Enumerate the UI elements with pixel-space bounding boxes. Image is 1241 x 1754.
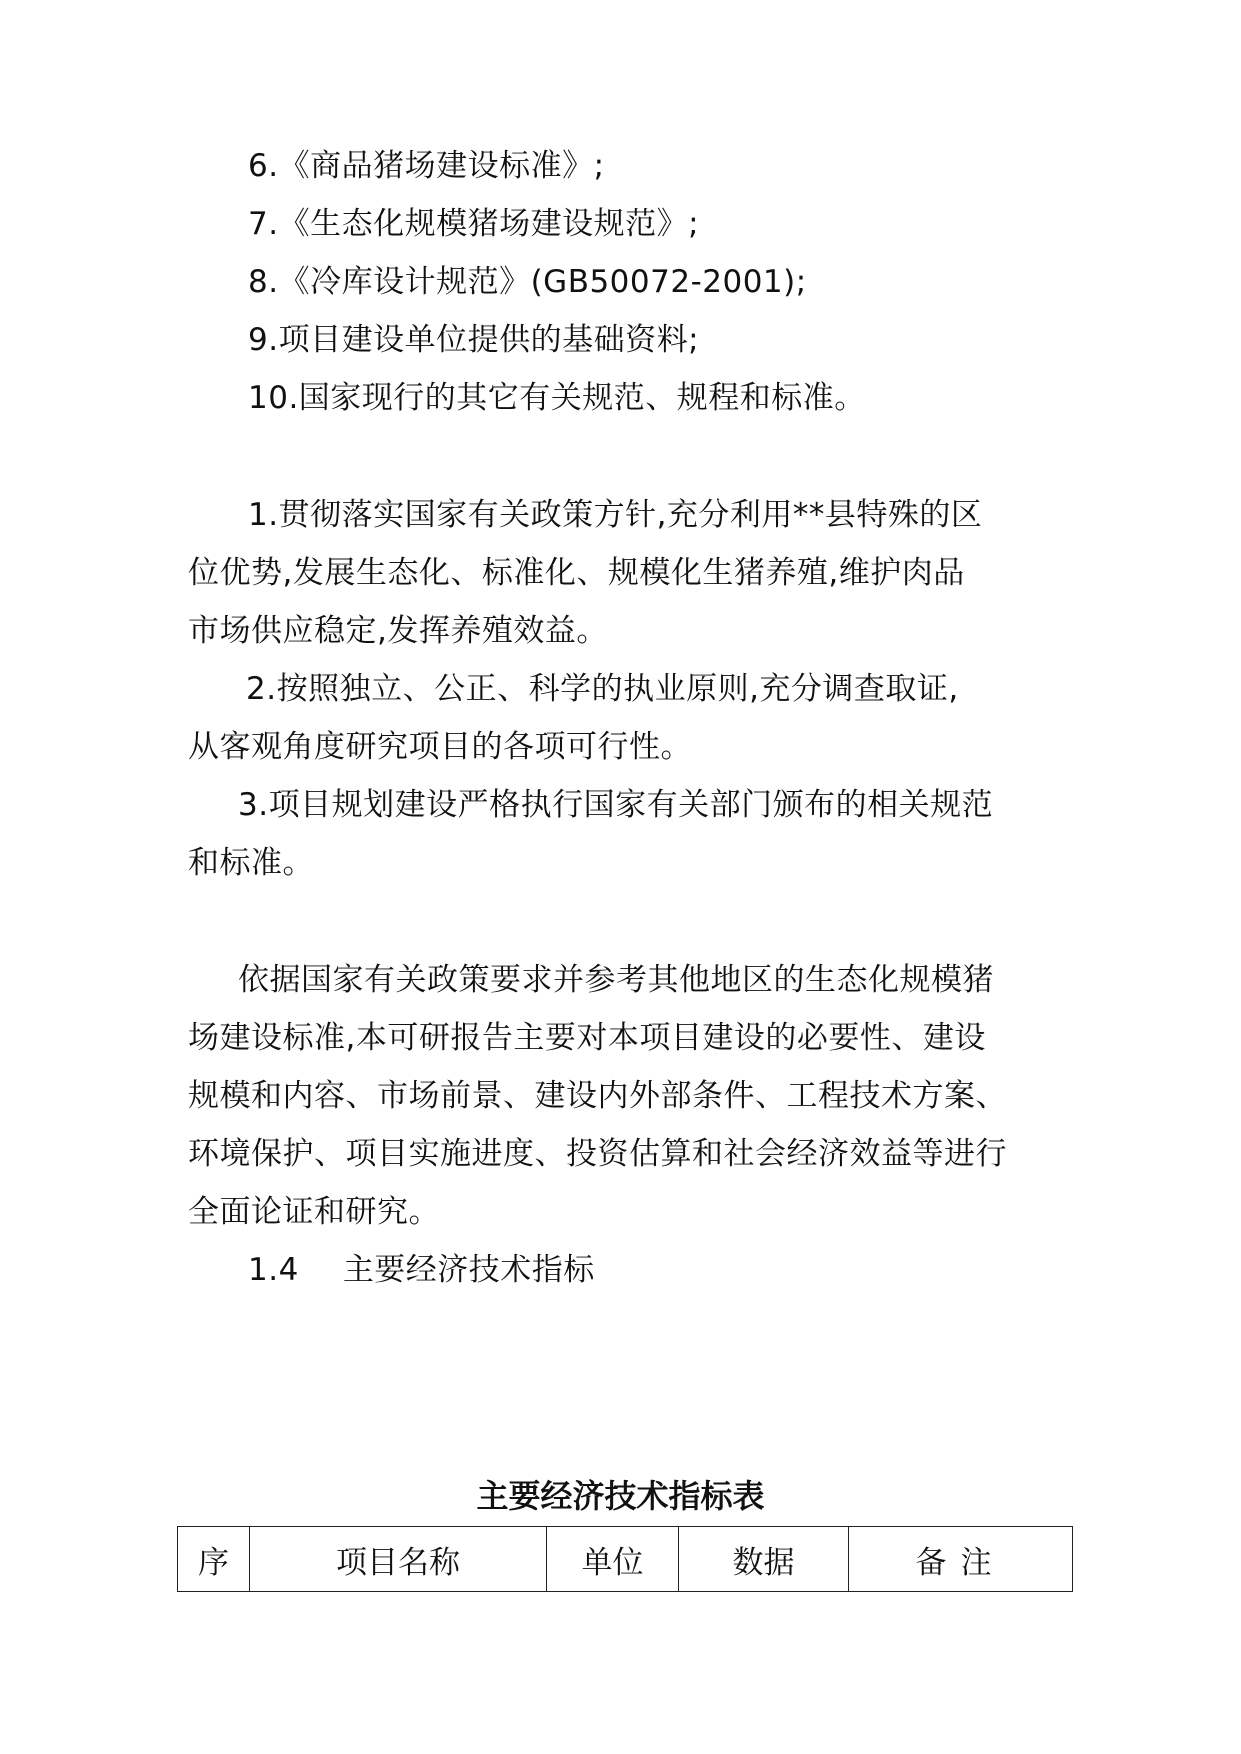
table-title: 主要经济技术指标表 — [476, 1477, 765, 1515]
basis-item: 10.国家现行的其它有关规范、规程和标准。 — [248, 380, 866, 416]
column-header-index: 序 — [178, 1527, 250, 1592]
column-header-remarks: 备注 — [849, 1527, 1073, 1592]
basis-item: 7.《生态化规模猪场建设规范》; — [248, 206, 700, 242]
section-heading — [248, 1250, 595, 1290]
principle-line: 2.按照独立、公正、科学的执业原则,充分调查取证, — [246, 671, 959, 707]
scope-line: 环境保护、项目实施进度、投资估算和社会经济效益等进行 — [188, 1136, 1007, 1172]
scope-line: 场建设标准,本可研报告主要对本项目建设的必要性、建设 — [188, 1020, 986, 1056]
column-header-item-name: 项目名称 — [250, 1527, 547, 1592]
principle-line: 市场供应稳定,发挥养殖效益。 — [188, 613, 608, 649]
column-header-unit: 单位 — [547, 1527, 679, 1592]
table-header-row — [178, 1527, 1073, 1592]
principle-line: 1.贯彻落实国家有关政策方针,充分利用**县特殊的区 — [248, 497, 983, 533]
scope-line: 全面论证和研究。 — [188, 1194, 440, 1230]
basis-item: 8.《冷库设计规范》(GB50072-2001); — [248, 264, 807, 300]
section-title: 主要经济技术指标 — [342, 1252, 595, 1288]
scope-line: 依据国家有关政策要求并参考其他地区的生态化规模猪 — [238, 962, 994, 998]
principle-line: 3.项目规划建设严格执行国家有关部门颁布的相关规范 — [238, 787, 994, 823]
indicators-table — [177, 1526, 1073, 1592]
basis-item: 9.项目建设单位提供的基础资料; — [248, 322, 700, 358]
principle-line: 从客观角度研究项目的各项可行性。 — [188, 729, 692, 765]
principle-line: 和标准。 — [188, 845, 314, 881]
scope-line: 规模和内容、市场前景、建设内外部条件、工程技术方案、 — [188, 1078, 1007, 1114]
column-header-data: 数据 — [679, 1527, 849, 1592]
basis-item: 6.《商品猪场建设标准》; — [248, 148, 605, 184]
section-number: 1.4 — [248, 1252, 299, 1288]
principle-line: 位优势,发展生态化、标准化、规模化生猪养殖,维护肉品 — [188, 555, 965, 591]
